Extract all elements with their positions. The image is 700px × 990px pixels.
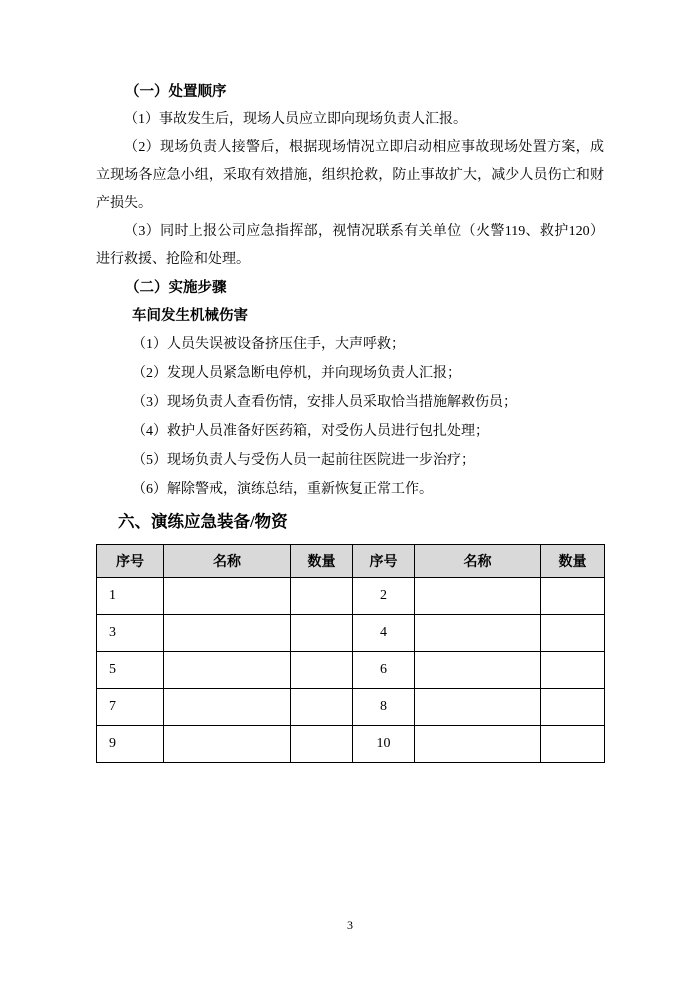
section-heading-drill-equipment: 六、演练应急装备/物资 (118, 512, 288, 531)
table-cell-name (164, 652, 291, 689)
table-cell-seq: 8 (353, 689, 415, 726)
table-row (97, 726, 605, 763)
table-cell-seq: 2 (353, 578, 415, 615)
table-cell-name (164, 726, 291, 763)
step-item-2: （2）发现人员紧急断电停机，并向现场负责人汇报； (132, 366, 461, 381)
table-row (97, 689, 605, 726)
step-item-5: （5）现场负责人与受伤人员一起前往医院进一步治疗； (132, 453, 475, 468)
table-cell-name (415, 689, 541, 726)
table-row (97, 578, 605, 615)
table-cell-seq: 5 (97, 652, 164, 689)
table-header-qty-2: 数量 (541, 545, 605, 578)
table-cell-qty (541, 652, 605, 689)
table-cell-name (415, 726, 541, 763)
table-cell-seq: 4 (353, 615, 415, 652)
subheading-workshop-mechanical-injury: 车间发生机械伤害 (132, 308, 248, 324)
step-item-4: （4）救护人员准备好医药箱，对受伤人员进行包扎处理； (132, 424, 489, 439)
table-cell-qty (541, 689, 605, 726)
table-cell-name (164, 689, 291, 726)
table-row (97, 615, 605, 652)
table-cell-qty (291, 652, 353, 689)
paragraph-disposal-1: （1）事故发生后，现场人员应立即向现场负责人汇报。 (124, 112, 467, 127)
table-header-name-1: 名称 (164, 545, 291, 578)
table-header-qty-1: 数量 (291, 545, 353, 578)
paragraph-disposal-2: （2）现场负责人接警后，根据现场情况立即启动相应事故现场处置方案，成立现场各应急小组，采取有效措施，组织抢救，防止事故扩大，减少人员伤亡和财产损失。 (96, 140, 604, 211)
table-cell-qty (291, 578, 353, 615)
table-cell-qty (541, 726, 605, 763)
table-cell-name (415, 578, 541, 615)
table-cell-qty (291, 726, 353, 763)
table-cell-name (415, 652, 541, 689)
table-cell-qty (291, 689, 353, 726)
table-cell-qty (291, 615, 353, 652)
table-cell-qty (541, 578, 605, 615)
step-item-1: （1）人员失误被设备挤压住手，大声呼救； (132, 337, 405, 352)
step-item-3: （3）现场负责人查看伤情，安排人员采取恰当措施解救伤员； (132, 395, 517, 410)
table-cell-seq: 9 (97, 726, 164, 763)
table-cell-seq: 1 (97, 578, 164, 615)
table-cell-name (164, 615, 291, 652)
table-cell-seq: 10 (353, 726, 415, 763)
table-header-seq-2: 序号 (353, 545, 415, 578)
section-heading-disposal-order: （一）处置顺序 (125, 84, 227, 100)
table-header-seq-1: 序号 (97, 545, 164, 578)
table-cell-seq: 6 (353, 652, 415, 689)
table-cell-qty (541, 615, 605, 652)
table-header-row (97, 545, 605, 578)
table-cell-seq: 3 (97, 615, 164, 652)
table-header-name-2: 名称 (415, 545, 541, 578)
equipment-table (96, 544, 605, 763)
table-cell-seq: 7 (97, 689, 164, 726)
table-row (97, 652, 605, 689)
section-heading-implementation-steps: （二）实施步骤 (125, 280, 227, 296)
step-item-6: （6）解除警戒，演练总结，重新恢复正常工作。 (132, 482, 433, 497)
table-cell-name (415, 615, 541, 652)
page-number: 3 (347, 918, 353, 932)
paragraph-disposal-3: （3）同时上报公司应急指挥部，视情况联系有关单位（火警119、救护120）进行救援、抢险和处理。 (96, 224, 604, 267)
table-cell-name (164, 578, 291, 615)
